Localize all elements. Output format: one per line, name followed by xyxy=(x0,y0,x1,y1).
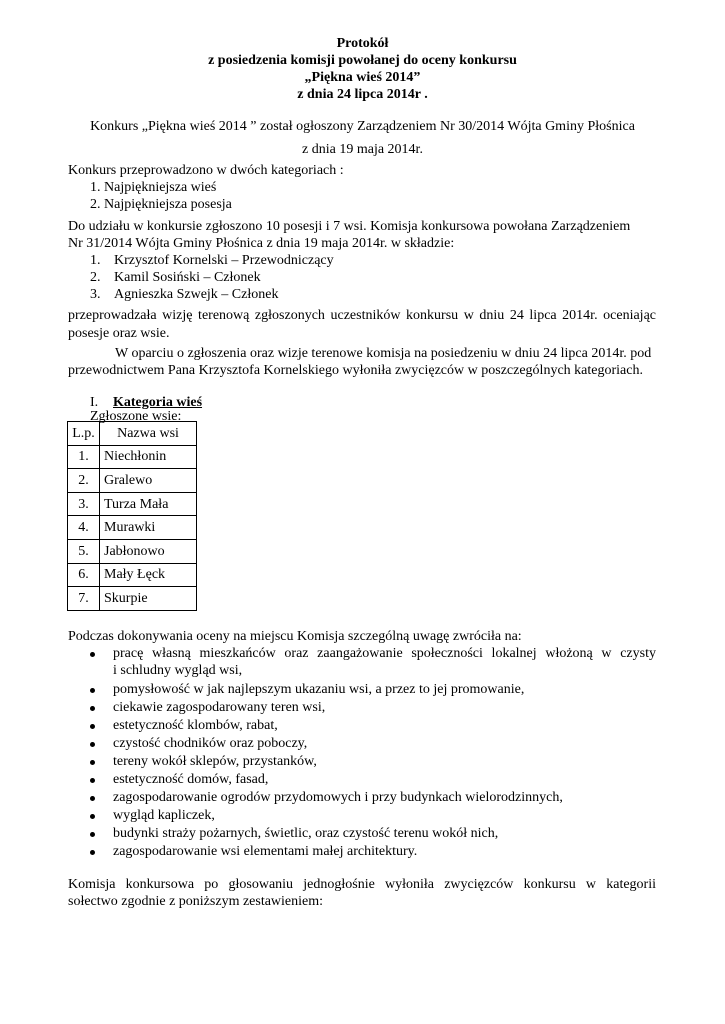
table-row xyxy=(68,587,197,611)
member-item-1 xyxy=(90,252,334,269)
member-number: 2. xyxy=(90,270,101,285)
row-lp: 4. xyxy=(68,516,100,540)
categories-lead: Konkurs przeprowadzono w dwóch kategoriach : xyxy=(68,163,344,178)
conclusion-line-1: Komisja konkursowa po głosowaniu jednogłośnie wyłoniła zwycięzców konkursu w kategorii xyxy=(68,877,656,892)
category-number: 2. xyxy=(90,197,101,212)
row-lp: 3. xyxy=(68,492,100,516)
bullet-icon xyxy=(90,724,95,729)
category-item-1 xyxy=(90,179,216,196)
row-lp: 1. xyxy=(68,445,100,469)
row-lp: 5. xyxy=(68,539,100,563)
participation-line-2: Nr 31/2014 Wójta Gminy Płośnica z dnia 19 maja 2014r. w składzie: xyxy=(68,236,455,251)
member-label: Agnieszka Szwejk – Członek xyxy=(114,287,279,302)
member-label: Krzysztof Kornelski – Przewodniczący xyxy=(114,253,334,268)
bullet-icon xyxy=(90,850,95,855)
category-item-2 xyxy=(90,196,232,213)
table-row xyxy=(68,539,197,563)
criteria-item: zagospodarowanie wsi elementami małej architektury. xyxy=(113,844,418,859)
section-heading: Kategoria wieś xyxy=(113,395,203,410)
inspection-line-1: przeprowadzała wizję terenową zgłoszonych uczestników konkursu w dniu 24 lipca 2014r. oceniając xyxy=(68,308,656,323)
section-numeral: I. xyxy=(90,395,99,410)
row-lp: 6. xyxy=(68,563,100,587)
decision-line-1: W oparciu o zgłoszenia oraz wizje terenowe komisja na posiedzeniu w dniu 24 lipca 2014r. pod xyxy=(115,346,652,361)
protocol-date: z dnia 24 lipca 2014r . xyxy=(297,87,428,102)
criteria-item-1-line-2: i schludny wygląd wsi, xyxy=(113,663,243,678)
row-village-name: Niechłonin xyxy=(100,445,197,469)
member-number: 3. xyxy=(90,287,101,302)
table-row xyxy=(68,445,197,469)
criteria-item: pomysłowość w jak najlepszym ukazaniu wsi, a przez to jej promowanie, xyxy=(113,682,525,697)
intro-line-2: z dnia 19 maja 2014r. xyxy=(302,142,423,157)
row-village-name: Skurpie xyxy=(100,587,197,611)
criteria-item: tereny wokół sklepów, przystanków, xyxy=(113,754,317,769)
row-village-name: Murawki xyxy=(100,516,197,540)
member-item-3 xyxy=(90,286,278,303)
member-number: 1. xyxy=(90,253,101,268)
intro-line-1: Konkurs „Piękna wieś 2014 ” został ogłoszony Zarządzeniem Nr 30/2014 Wójta Gminy Płośnica xyxy=(90,119,635,134)
bullet-icon xyxy=(90,706,95,711)
bullet-icon xyxy=(90,778,95,783)
table-header-row xyxy=(68,422,197,446)
table-row xyxy=(68,492,197,516)
decision-line-2: przewodnictwem Pana Krzysztofa Kornelskiego wyłoniła zwycięzców w poszczególnych kategoriach. xyxy=(68,363,643,378)
criteria-item: ciekawie zagospodarowany teren wsi, xyxy=(113,700,326,715)
table-row xyxy=(68,563,197,587)
table-row xyxy=(68,516,197,540)
bullet-icon xyxy=(90,814,95,819)
bullet-icon xyxy=(90,652,95,657)
category-label: Najpiękniejsza posesja xyxy=(104,197,232,212)
row-village-name: Jabłonowo xyxy=(100,539,197,563)
bullet-icon xyxy=(90,760,95,765)
table-row xyxy=(68,469,197,493)
criteria-item: zagospodarowanie ogrodów przydomowych i przy budynkach wielorodzinnych, xyxy=(113,790,563,805)
header-lp: L.p. xyxy=(68,422,100,446)
criteria-item-1-line-1: pracę własną mieszkańców oraz zaangażowanie społeczności lokalnej włożoną w czysty xyxy=(113,646,656,661)
row-lp: 7. xyxy=(68,587,100,611)
participation-line-1: Do udziału w konkursie zgłoszono 10 posesji i 7 wsi. Komisja konkursowa powołana Zarządzeniem xyxy=(68,219,631,234)
row-lp: 2. xyxy=(68,469,100,493)
criteria-lead: Podczas dokonywania oceny na miejscu Komisja szczególną uwagę zwróciła na: xyxy=(68,629,522,644)
bullet-icon xyxy=(90,742,95,747)
member-item-2 xyxy=(90,269,261,286)
protocol-title: Protokół xyxy=(336,36,389,51)
inspection-line-2: posesje oraz wsie. xyxy=(68,326,170,341)
villages-table xyxy=(67,421,197,611)
criteria-item: wygląd kapliczek, xyxy=(113,808,215,823)
section-sublabel: Zgłoszone wsie: xyxy=(90,409,182,424)
bullet-icon xyxy=(90,796,95,801)
bullet-icon xyxy=(90,832,95,837)
header-village-name: Nazwa wsi xyxy=(100,422,197,446)
category-label: Najpiękniejsza wieś xyxy=(104,180,217,195)
criteria-item: estetyczność klombów, rabat, xyxy=(113,718,278,733)
criteria-item: czystość chodników oraz poboczy, xyxy=(113,736,308,751)
protocol-subtitle: z posiedzenia komisji powołanej do oceny konkursu xyxy=(208,53,517,68)
bullet-icon xyxy=(90,688,95,693)
contest-name: „Piękna wieś 2014” xyxy=(304,70,421,85)
criteria-item: budynki straży pożarnych, świetlic, oraz czystość terenu wokół nich, xyxy=(113,826,499,841)
member-label: Kamil Sosiński – Członek xyxy=(114,270,261,285)
row-village-name: Mały Łęck xyxy=(100,563,197,587)
category-number: 1. xyxy=(90,180,101,195)
row-village-name: Gralewo xyxy=(100,469,197,493)
criteria-item: estetyczność domów, fasad, xyxy=(113,772,269,787)
row-village-name: Turza Mała xyxy=(100,492,197,516)
conclusion-line-2: sołectwo zgodnie z poniższym zestawieniem: xyxy=(68,894,324,909)
